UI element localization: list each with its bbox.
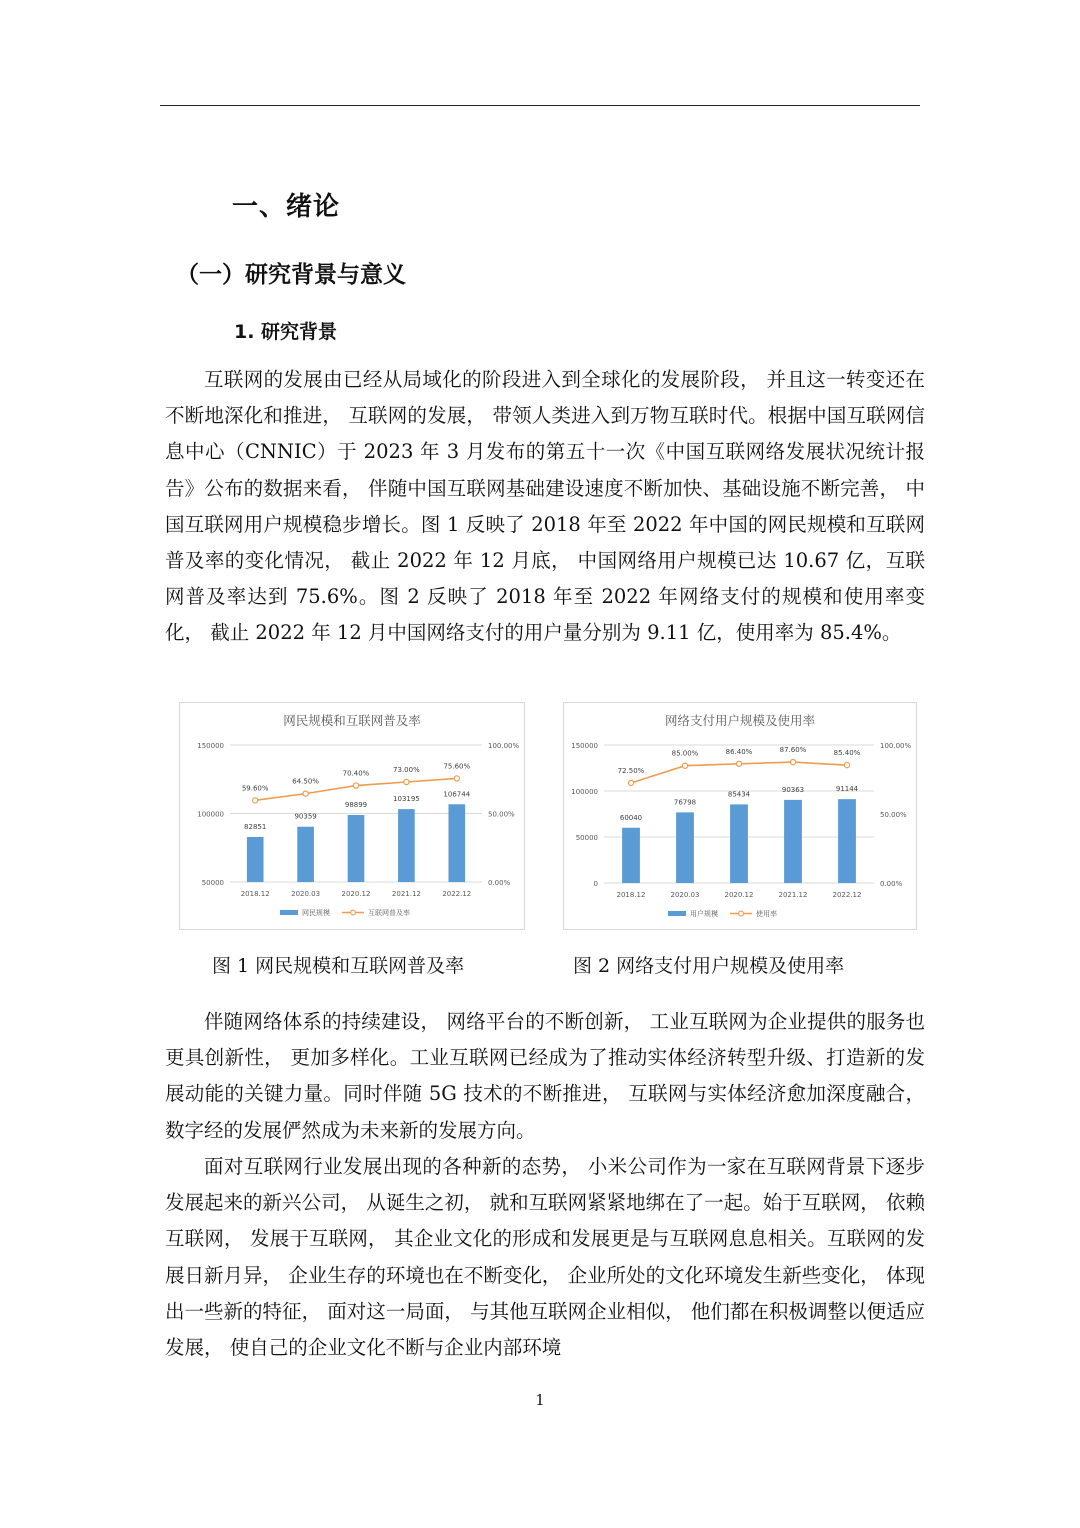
line-point <box>253 798 258 803</box>
left-axis-tick: 150000 <box>571 742 598 750</box>
line-data-label: 70.40% <box>342 769 370 778</box>
line-data-label: 59.60% <box>241 784 269 793</box>
x-axis-tick: 2020.03 <box>291 890 321 898</box>
bar-data-label: 82851 <box>244 822 267 831</box>
bar <box>730 804 748 883</box>
paragraph-industrial-internet: 伴随网络体系的持续建设， 网络平台的不断创新， 工业互联网为企业提供的服务也更具创新性， 更加多样化。工业互联网已经成为了推动实体经济转型升级、打造新的发展动能的关键力量。同时伴随 5G 技术的不断推进， 互联网与实体经济愈加深度融合，数字经的发展俨然成为未来新的发展方向。 <box>165 1010 925 1142</box>
legend-line-marker <box>351 910 356 915</box>
right-axis-tick: 0.00% <box>880 880 903 888</box>
x-axis-tick: 2021.12 <box>778 891 808 899</box>
bar <box>247 837 264 882</box>
bar <box>838 799 856 883</box>
x-axis-tick: 2018.12 <box>240 890 270 898</box>
legend-bar-label: 网民规模 <box>302 909 330 917</box>
bar <box>676 812 694 883</box>
x-axis-tick: 2020.03 <box>670 891 700 899</box>
line-point <box>404 779 409 784</box>
line-point <box>454 776 459 781</box>
bar-data-label: 60040 <box>619 813 643 822</box>
bar <box>348 815 365 882</box>
line-data-label: 75.60% <box>443 762 471 771</box>
chart-title: 网民规模和互联网普及率 <box>283 713 421 728</box>
right-axis-tick: 100.00% <box>880 742 912 750</box>
line-point <box>736 761 741 766</box>
left-axis-tick: 50000 <box>575 834 598 842</box>
line-series <box>255 778 457 800</box>
line-data-label: 73.00% <box>393 765 420 774</box>
page-number: 1 <box>535 1391 545 1409</box>
bar <box>448 804 465 882</box>
bar-data-label: 90363 <box>781 785 805 794</box>
right-axis-tick: 50.00% <box>488 810 515 819</box>
figure-2-svg <box>564 703 916 929</box>
legend-line-marker <box>739 911 744 916</box>
legend-bar-label: 用户规模 <box>690 910 718 918</box>
legend-line-label: 使用率 <box>756 910 777 918</box>
legend-line-label: 互联网普及率 <box>368 909 410 917</box>
x-axis-tick: 2022.12 <box>832 891 862 899</box>
figure-1-caption: 图 1 网民规模和互联网普及率 <box>212 955 465 977</box>
paragraph-xiaomi: 面对互联网行业发展出现的各种新的态势， 小米公司作为一家在互联网背景下逐步发展起来的新兴公司， 从诞生之初， 就和互联网紧紧地绑在了一起。始于互联网， 依赖互联网， 发展于互联网， 其企业文化的形成和发展更是与互联网息息相关。互联网的发展日新月异， 企业生存的环境也在不断变化， 企业所处的文化环境发生新些变化， 体现出一些新的特征， 面对这一局面， 与其他互联网企业相似， 他们都在积极调整以便适应发展， 使自己的企业文化不断与企业内部环境 <box>165 1155 925 1360</box>
line-data-label: 86.40% <box>725 747 753 756</box>
bar-data-label: 98899 <box>344 801 368 810</box>
header-rule <box>160 105 920 106</box>
left-axis-tick: 100000 <box>571 788 598 796</box>
bar <box>784 800 802 883</box>
paragraph-background: 互联网的发展由已经从局域化的阶段进入到全球化的发展阶段， 并且这一转变还在不断地深化和推进， 互联网的发展， 带领人类进入到万物互联时代。根据中国互联网信息中心（CNNIC）于 2023 年 3 月发布的第五十一次《中国互联网络发展状况统计报告》公布的数据来看， 伴随中国互联网基础建设速度不断加快、基础设施不断完善， 中国互联网用户规模稳步增长。图 1 反映了 2018 年至 2022 年中国的网民规模和互联网普及率的变化情况， 截止 2022 年 12 月底， 中国网络用户规模已达 10.67 亿，互联网普及率达到 75.6%。图 2 反映了 2018 年至 2022 年网络支付的规模和使用率变化， 截止 2022 年 12 月中国网络支付的用户量分别为 9.11 亿，使用率为 85.4%。 <box>165 368 925 645</box>
line-point <box>790 760 795 765</box>
x-axis-tick: 2021.12 <box>391 890 421 898</box>
x-axis-tick: 2022.12 <box>442 890 472 898</box>
bar-data-label: 106744 <box>443 790 471 799</box>
bar-data-label: 76798 <box>673 798 697 807</box>
right-axis-tick: 100.00% <box>488 742 520 750</box>
figure-1-chart <box>179 702 525 930</box>
bar <box>398 809 415 882</box>
line-point <box>628 780 633 785</box>
line-data-label: 85.40% <box>833 749 861 758</box>
legend-bar-swatch <box>668 911 686 916</box>
bar-data-label: 91144 <box>835 785 859 794</box>
figure-2-caption: 图 2 网络支付用户规模及使用率 <box>573 955 845 977</box>
bar <box>297 827 314 882</box>
bar <box>622 828 640 883</box>
left-axis-tick: 0 <box>593 880 598 888</box>
right-axis-tick: 50.00% <box>880 811 907 819</box>
line-data-label: 85.00% <box>671 749 699 758</box>
right-axis-tick: 0.00% <box>488 879 511 887</box>
chapter-heading: 一、绪论 <box>232 192 341 222</box>
subsection-heading: 1. 研究背景 <box>234 321 338 343</box>
left-axis-tick: 150000 <box>197 742 224 750</box>
bar-data-label: 90359 <box>294 812 317 821</box>
figure-2-chart <box>563 702 917 930</box>
line-point <box>682 763 687 768</box>
left-axis-tick: 50000 <box>201 879 224 887</box>
line-point <box>303 791 308 796</box>
x-axis-tick: 2020.12 <box>724 891 754 899</box>
left-axis-tick: 100000 <box>197 810 224 819</box>
section-heading: （一）研究背景与意义 <box>176 262 406 288</box>
chart-title: 网络支付用户规模及使用率 <box>664 713 816 728</box>
line-data-label: 64.50% <box>292 777 319 786</box>
x-axis-tick: 2020.12 <box>341 890 371 898</box>
line-data-label: 72.50% <box>617 766 645 775</box>
legend-bar-swatch <box>280 910 298 915</box>
bar-data-label: 103195 <box>393 795 420 804</box>
bar-data-label: 85434 <box>727 790 751 799</box>
line-point <box>844 763 849 768</box>
line-point <box>353 783 358 788</box>
figure-1-svg <box>180 703 524 929</box>
x-axis-tick: 2018.12 <box>616 891 646 899</box>
line-data-label: 87.60% <box>779 746 807 755</box>
